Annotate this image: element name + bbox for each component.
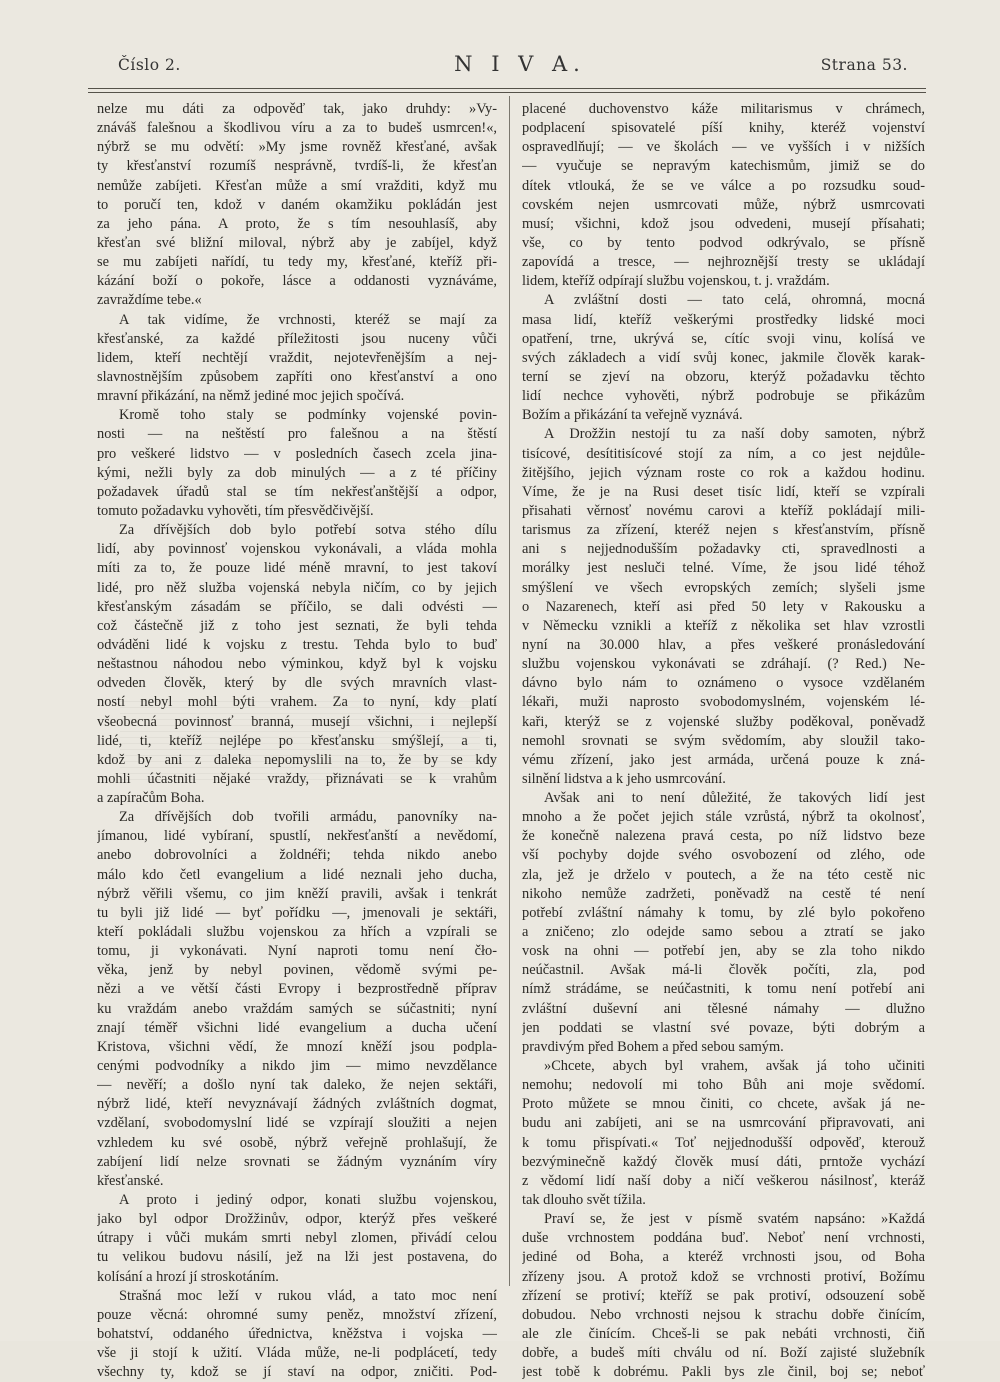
text-line: nězi a ve větší části Evropy i bezprostředně příprav: [97, 981, 497, 998]
text-line: tu byli již lidé — byť pořídku —, jmenovali je sektáři,: [97, 904, 497, 921]
text-line: anebo dobrovolníci a žoldnéři; tehda nikdo anebo: [97, 847, 497, 864]
text-line: cenými podvodníky a nikdo jim — mimo nevzdělance: [97, 1058, 497, 1075]
page-header: [0, 52, 1000, 96]
text-line: tarismus za zřízení, kteréž nejen s křesťanstvím, přísně: [522, 522, 925, 539]
text-line: budu ani zabíjeti, ani se na usmrcování připravovati, ani: [522, 1115, 925, 1132]
text-line: kteří pokládali službu vojenskou za hřích a vzpírali se: [97, 924, 497, 941]
text-line: terní se zjeví na obzoru, kterýž požadavku těchto: [522, 368, 925, 385]
text-line: pro veškeré lidstvo — v posledních časech zcela jina-: [97, 445, 497, 462]
text-line: dobře, a budeš míti chválu od ní. Boží zajisté služebník: [522, 1345, 925, 1362]
text-line: a zničeno; zlo odejde samo sebou a ztratí se jako: [522, 924, 925, 941]
text-line: mohli účastniti nějaké vraždy, přiznávati se k vrahům: [97, 770, 497, 787]
text-line: zřízení se protiví; kteříž se pak protiví, odsouzení sobě: [522, 1287, 925, 1304]
text-line: kázání boží o pokoře, lásce a oddanosti vyznáváme,: [97, 273, 497, 290]
text-line: covském nejen usmrcovati může, nýbrž usmrcovati: [522, 196, 925, 213]
text-line: znají téměř všichni lidé evangelium a ducha učení: [97, 1019, 497, 1036]
text-line: lidí nechce vyhověti, nýbrž podrobuje se přikázům: [522, 388, 925, 405]
text-line: křesťan své bližní miloval, nýbrž aby je zabíjel, když: [97, 234, 497, 251]
text-line: tak dlouho svět tížila.: [522, 1192, 646, 1209]
text-line: potřebí zvláštní námahy k tomu, by zlé bylo pokořeno: [522, 904, 925, 921]
text-line: — vyučuje se nepravým katechismům, jimiž se do: [522, 158, 925, 175]
text-line: bezvýminečně každý člověk musí dáti, prntože vychází: [522, 1153, 925, 1170]
text-line: službu vojenskou vykonávati se zdráhají. (? Red.) Ne-: [522, 656, 925, 673]
text-line: dávno bylo nám to oznámeno o vysoce vzdělaném: [522, 675, 925, 692]
text-line: jediné od Boha, a kteréž vrchnosti jsou, od Boha: [522, 1249, 925, 1266]
text-line: nikoho nemůže zadržeti, poněvadž na cestě té není: [522, 885, 925, 902]
text-line: vše, co by tento podvod odkrývalo, se přísně: [522, 234, 925, 251]
text-line: nemůže zabíjeti. Křesťan může a smí vražditi, když mu: [97, 177, 497, 194]
text-line: podplacení spisovatelé píší knihy, kteréž vojenství: [522, 120, 925, 137]
text-line: zřízeny jsou. A protož kdož se vrchnosti protiví, Božímu: [522, 1268, 925, 1285]
text-line: lidem, kteří nechtějí vraždit, nejotevřenějším a nej-: [97, 349, 497, 366]
text-line: všeobecná povinnosť branná, musejí všichni, i nejlepší: [97, 713, 497, 730]
text-line: znáváš falešnou a škodlivou víru a za to budeš usmrcen!«,: [97, 120, 497, 137]
text-line: ty křesťanství rozumíš nesprávně, tvrdíš-li, že křesťan: [97, 158, 497, 175]
text-line: lidé, ti, kteříž nejlépe po křesťansku smýšlejí, a ti,: [97, 732, 497, 749]
text-line: ale zle činícím. Chceš-li se pak nebáti vrchnosti, čiň: [522, 1326, 925, 1342]
text-line: křesťanským zásadám se příčilo, se dali odvésti —: [97, 598, 497, 615]
text-line: A proto i jediný odpor, konati službu vojenskou,: [119, 1192, 497, 1209]
text-line: zvláštní duševní ani tělesné námahy — dlužno: [522, 1000, 925, 1017]
text-line: lékaři, muži naprosto svobodomyslném, vojenském lé-: [522, 694, 925, 711]
text-line: silnění lidstva a k jeho usmrcování.: [522, 770, 726, 787]
text-line: neúčastnil. Avšak má-li člověk počíti, zla, pod: [522, 962, 925, 979]
text-line: kými, nežli byly za dob minulých — a z té příčiny: [97, 464, 497, 481]
text-line: lidem, kteříž odpírají službu vojenskou, t. j. vraždám.: [522, 273, 830, 290]
text-line: nyní na 30.000 hlav, a přes veškeré pronásledování: [522, 636, 925, 653]
text-line: tomu, ji vykonávati. Nyní naproti tomu není čło-: [97, 943, 497, 960]
text-line: všechny ty, kdož se jí staví na odpor, zničiti. Pod-: [97, 1364, 497, 1381]
text-line: jen poddati se vlastní své povaze, býti dobrým a: [522, 1019, 925, 1036]
text-line: se mu zabíjeti nařídí, tu tedy my, křesťané, kteříž při-: [97, 254, 497, 271]
text-line: přisahati věrnosť novému carovi a kteříž pokládají mili-: [522, 502, 925, 519]
text-line: Víme, že je na Rusi deset tisíc lidí, kteří se vzpírali: [522, 483, 925, 500]
text-line: placené duchovenstvo káže militarismus v chrámech,: [522, 101, 925, 117]
text-line: ností nebyl mohl býti vrahem. Za to nyní, kdy platí: [97, 694, 497, 711]
text-line: lidí, aby povinnosť vojenskou vykonávali, a vláda mohla: [97, 541, 497, 558]
text-line: duše vrchnostem poddána buď. Neboť není vrchnosti,: [522, 1230, 925, 1247]
text-line: Božím a přikázání ta veřejně vyznává.: [522, 407, 743, 424]
text-line: Kristova, všichni vědí, že mnozí kněží jsou podpla-: [97, 1038, 497, 1055]
text-line: dítek vtlouká, že se ve válce a po rozsudku soud-: [522, 177, 925, 194]
text-line: ospravedlňují; — ve školách — ve vyšších i v nižších: [522, 139, 925, 156]
text-line: nosti — na neštěstí pro falešnou a na štěstí: [97, 426, 497, 443]
text-line: lidé, pro něž služba vojenská nebyla ničím, co by jejich: [97, 579, 497, 596]
text-line: smýšlení ve všech evropských zemích; slyšeli jsme: [522, 579, 925, 596]
text-line: jest tobě k dobrému. Pakli bys zle činil, boj se; neboť: [522, 1364, 925, 1381]
text-line: to poručí ten, kdož v daném okamžiku pokládán jest: [97, 196, 497, 213]
text-line: tomuto požadavku vyhověti, tím přesvědčivější.: [97, 502, 374, 519]
text-line: A Drožžin nestojí tu za naší doby samoten, nýbrž: [544, 426, 925, 443]
text-line: jako byl odpor Drožžinův, odpor, kterýž přes veškeré: [97, 1211, 497, 1228]
header-rule: [88, 88, 926, 89]
text-line: nýbrž lidé, kteří nevyznávají žádných zvláštních dogmat,: [97, 1096, 497, 1113]
text-line: mravní přikázání, na němž jediné moc jejich spočívá.: [97, 388, 405, 405]
text-line: útrapy i vůči mukám smrti nebyl zlomen, přivádí celou: [97, 1230, 497, 1247]
publication-title: N I V A.: [454, 52, 586, 76]
text-line: masa lidí, kteříž veškerými prostředky lidské moci: [522, 311, 925, 328]
text-line: nemohu; nedovolí mi toho Bůh ani moje svědomí.: [522, 1077, 925, 1094]
text-line: mnoho a že počet jejich stále vzrůstá, nýbrž ta okolnosť,: [522, 809, 925, 826]
text-line: málo kdo četl evangelium a lidé neznali jeho ducha,: [97, 866, 497, 883]
text-line: tu velikou budovu násilí, jež na lži jest postavena, do: [97, 1249, 497, 1266]
text-line: vosk na ohni — potřebí jen, aby se zla toho nikdo: [522, 943, 925, 960]
text-line: A zvláštní dosti — tato celá, ohromná, mocná: [544, 292, 925, 309]
text-line: kaři, kterýž se z vojenské služby poděkoval, poněvadž: [522, 713, 925, 730]
text-line: Za dřívějších dob bylo potřebí sotva stého dílu: [119, 522, 497, 539]
text-line: vší pochyby dojde svého osvobození od zlého, ode: [522, 847, 925, 864]
text-line: morálky jest nesluči telné. Víme, že jsou lidé téhož: [522, 560, 925, 577]
text-line: nýbrž se mu odvětí: »My jsme rovněž křesťané, avšak: [97, 139, 497, 156]
text-line: věka, jenž by nebyl povinen, vědomě svými pe-: [97, 962, 497, 979]
text-line: slavnostnějším způsobem zapříti ono křesťanství a ono: [97, 368, 497, 385]
text-line: ku vraždám anebo vraždám samých se súčastniti; nyní: [97, 1000, 497, 1017]
left-text-column: [97, 100, 497, 1382]
text-line: Strašná moc leží v rukou vlád, a tato moc není: [119, 1287, 497, 1304]
text-line: odveden člověk, který by dle svých mravních vlast-: [97, 675, 497, 692]
text-line: musí; všichni, kdož jsou odvedeni, musejí přísahati;: [522, 215, 925, 232]
issue-number: Číslo 2.: [118, 56, 181, 74]
text-line: bohatství, oddaného úřednictva, kněžstva i vojska —: [97, 1326, 497, 1342]
text-line: pravdivým před Bohem a před sebou samým.: [522, 1038, 784, 1055]
text-line: míti za to, že pouze lidé méně mravní, to jest takoví: [97, 560, 497, 577]
text-line: odváděni lidé k vojsku z trestu. Tehda bylo to buď: [97, 636, 497, 653]
text-line: že konečně nalezena pravá cesta, po níž lidstvo beze: [522, 828, 925, 845]
text-line: kolísání a hrozí jí stroskotáním.: [97, 1268, 279, 1285]
text-line: požadavek úřadů stal se tím nekřesťanštější a odpor,: [97, 483, 497, 500]
header-rule-thin: [88, 92, 926, 93]
text-line: vše ji stojí k užití. Vláda může, ne-li podplácetí, tedy: [97, 1345, 497, 1362]
text-line: Za dřívějších dob tvořili armádu, panovníky na-: [119, 809, 497, 826]
text-line: A tak vidíme, že vrchnosti, kteréž se mají za: [119, 311, 497, 328]
column-divider: [509, 96, 510, 1286]
text-line: což částečně již z toho jest seznati, že byli tehda: [97, 617, 497, 634]
text-line: křesťanské, za každé příležitosti jsou nuceny vůči: [97, 330, 497, 347]
text-line: vzdělaní, svobodomyslní lidé se vzpírají sloužiti a nejen: [97, 1115, 497, 1132]
text-line: o Nazarenech, kteří asi před 50 lety v Rakousku a: [522, 598, 925, 615]
text-line: svých základech a vidí svůj konec, jakmile člověk karak-: [522, 349, 925, 366]
text-line: »Chcete, abych byl vrahem, avšak já toho učiniti: [544, 1058, 925, 1075]
text-line: zavraždíme tebe.«: [97, 292, 202, 309]
text-line: zabíjení lidí nelze srovnati se žádným vyznáním víry: [97, 1153, 497, 1170]
text-line: — nevěří; a došlo nyní tak daleko, že nejen sektáři,: [97, 1077, 497, 1094]
text-line: pouze věcná: ohromné sumy peněz, množství zřízení,: [97, 1306, 497, 1323]
text-line: žitějšího, jejich význam roste co rok a každou hodinu.: [522, 464, 925, 481]
page-number: Strana 53.: [820, 56, 908, 74]
text-line: vzhledem ku své osobě, nýbrž veřejně prohlašují, že: [97, 1134, 497, 1151]
text-line: v Německu vznikli a kteříž z několika set hlav vzrostli: [522, 617, 925, 634]
text-line: opatření, trne, ukrývá se, cítíc svoji vinu, kolísá ve: [522, 330, 925, 347]
text-line: k tomu přispívati.« Toť nejjednodušší odpověď, kterouž: [522, 1134, 925, 1151]
text-line: nýbrž věřili všemu, co jim kněží pravili, avšak i tenkrát: [97, 885, 497, 902]
text-line: ani s nejjednodušším požadavky cti, spravedlnosti a: [522, 541, 925, 558]
text-line: jímanou, lidé vybíraní, spustlí, nekřesťanští a nevědomí,: [97, 828, 497, 845]
text-line: křesťanské.: [97, 1172, 164, 1189]
text-line: nemohl srovnati se svým svědomím, aby sloužil tako-: [522, 732, 925, 749]
text-line: z vědomí lidí naší doby a ničí veškerou násilnosť, kteráž: [522, 1172, 925, 1189]
text-line: Kromě toho staly se podmínky vojenské povin-: [119, 407, 497, 424]
text-line: za jeho pána. A proto, že s tím nesouhlasíš, aby: [97, 215, 497, 232]
text-line: vému zřízení, jako jest armáda, určená pouze k zná-: [522, 751, 925, 768]
text-line: Avšak ani to není důležité, že takových lidí jest: [544, 790, 925, 807]
text-line: nímž strádáme, se neúčastniti, k tomu není potřebí ani: [522, 981, 925, 998]
text-line: zapovídá a tresce, — nejhroznější tresty se ukládají: [522, 254, 925, 271]
text-line: Proto můžete se mnou činiti, co chcete, avšak já ne-: [522, 1096, 925, 1113]
text-line: a zapíračům Boha.: [97, 790, 205, 807]
text-line: zla, jež je drželo v poutech, a že na této cestě nic: [522, 866, 925, 883]
text-line: nelze mu dáti za odpověď tak, jako druhdy: »Vy-: [97, 101, 497, 117]
text-line: Praví se, že jest v písmě svatém napsáno: »Každá: [544, 1211, 925, 1228]
text-line: tisícové, desítitisícové stojí za ním, a co jest nejdůle-: [522, 445, 925, 462]
text-line: kdož by ani z daleka nepomyslili na to, že by se kdy: [97, 751, 497, 768]
right-text-column: [522, 100, 925, 1382]
text-line: dobudou. Nebo vrchnosti nejsou k strachu dobře činícím,: [522, 1306, 925, 1323]
text-line: neštastnou náhodou nebo výminkou, když byl k vojsku: [97, 656, 497, 673]
